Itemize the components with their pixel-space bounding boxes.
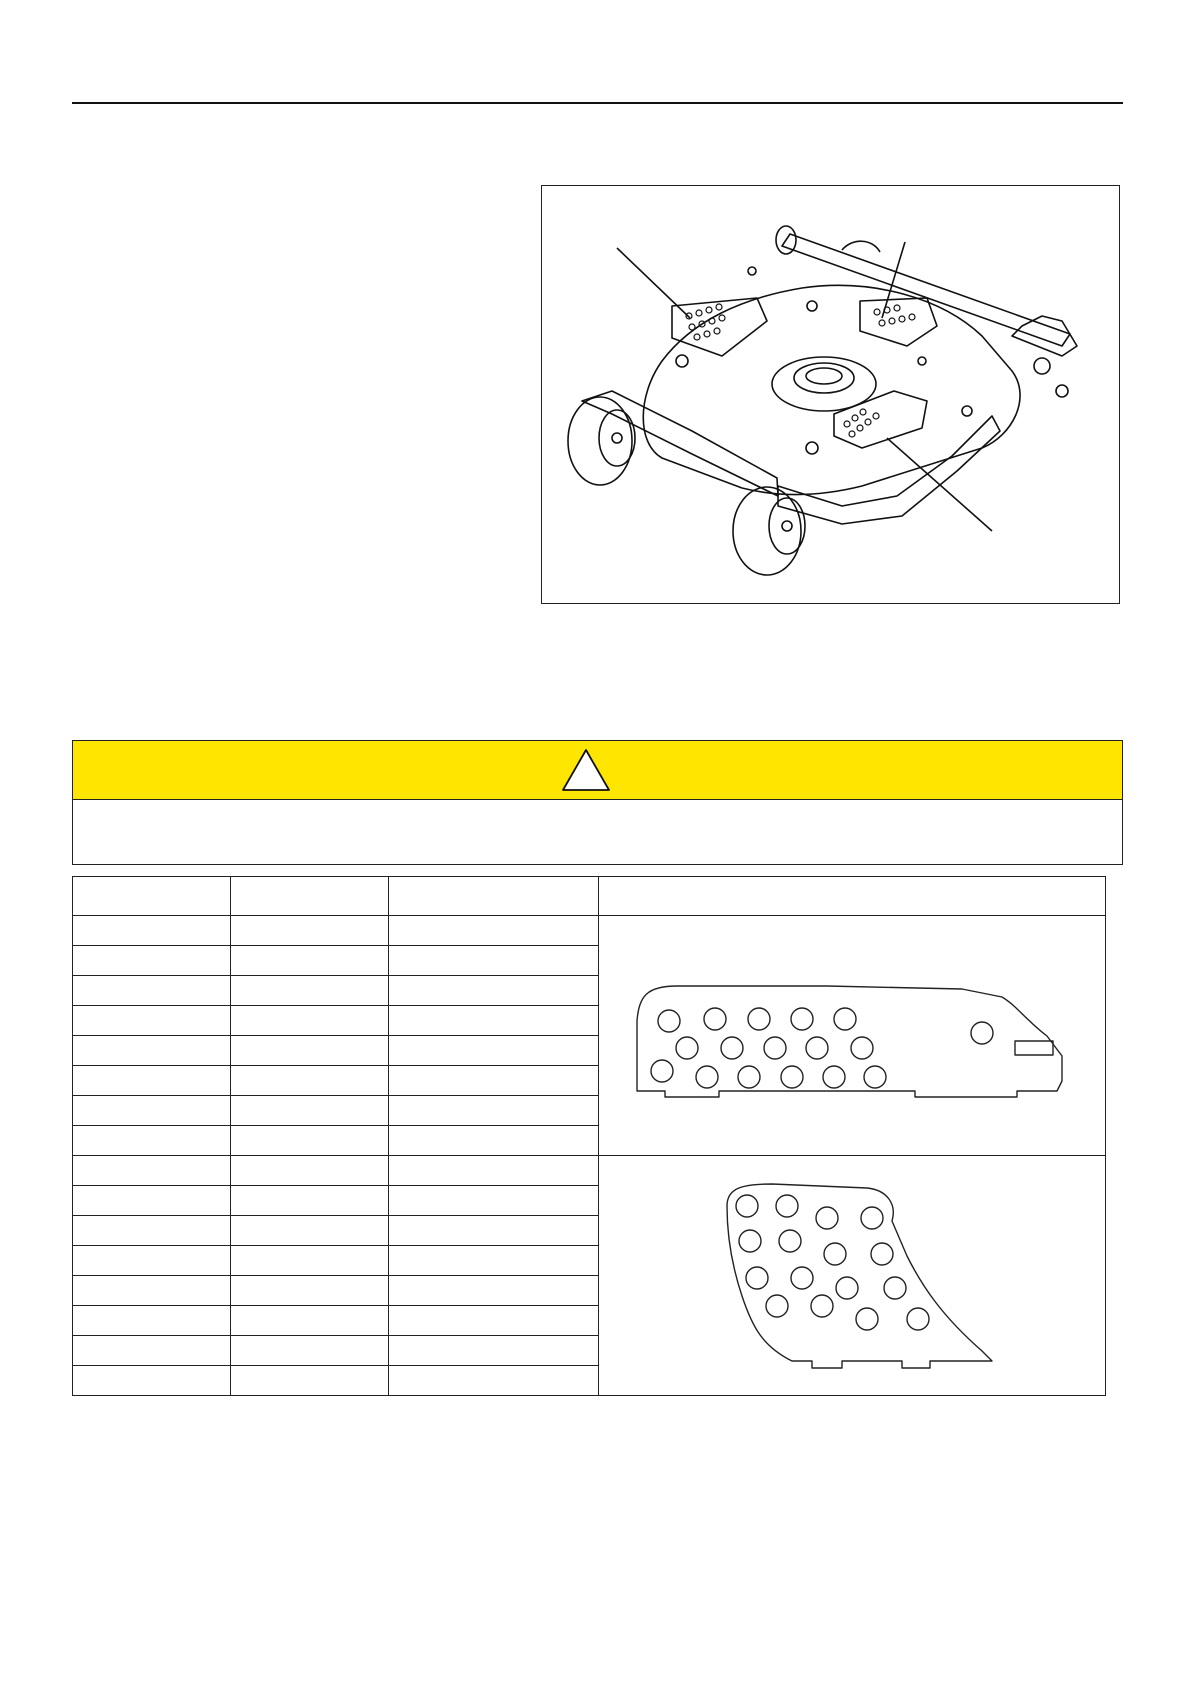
deck-top-plate	[643, 285, 1020, 494]
rear-roller-tube	[782, 234, 1070, 346]
warning-triangle-icon	[560, 747, 612, 793]
warning-body	[73, 801, 1122, 864]
column-header-1	[73, 877, 231, 916]
bracket-right	[834, 391, 927, 448]
leader-line-left	[617, 248, 690, 318]
rear-bracket-diagram	[599, 916, 1106, 1156]
warning-header	[73, 741, 1122, 800]
column-header-3	[389, 877, 599, 916]
bracket-left	[672, 298, 767, 356]
column-header-2	[231, 877, 389, 916]
deck-illustration	[541, 185, 1120, 604]
table-row	[73, 916, 1106, 946]
header-rule	[72, 102, 1123, 104]
warning-box	[72, 740, 1123, 865]
table-row	[73, 1156, 1106, 1186]
wheel-front	[733, 487, 801, 575]
leader-line-top	[882, 242, 905, 318]
column-header-4	[599, 877, 1106, 916]
front-frame	[582, 391, 778, 496]
front-bracket-diagram	[599, 1156, 1106, 1396]
height-of-cut-table	[72, 876, 1106, 1396]
wheel-left	[568, 397, 632, 485]
